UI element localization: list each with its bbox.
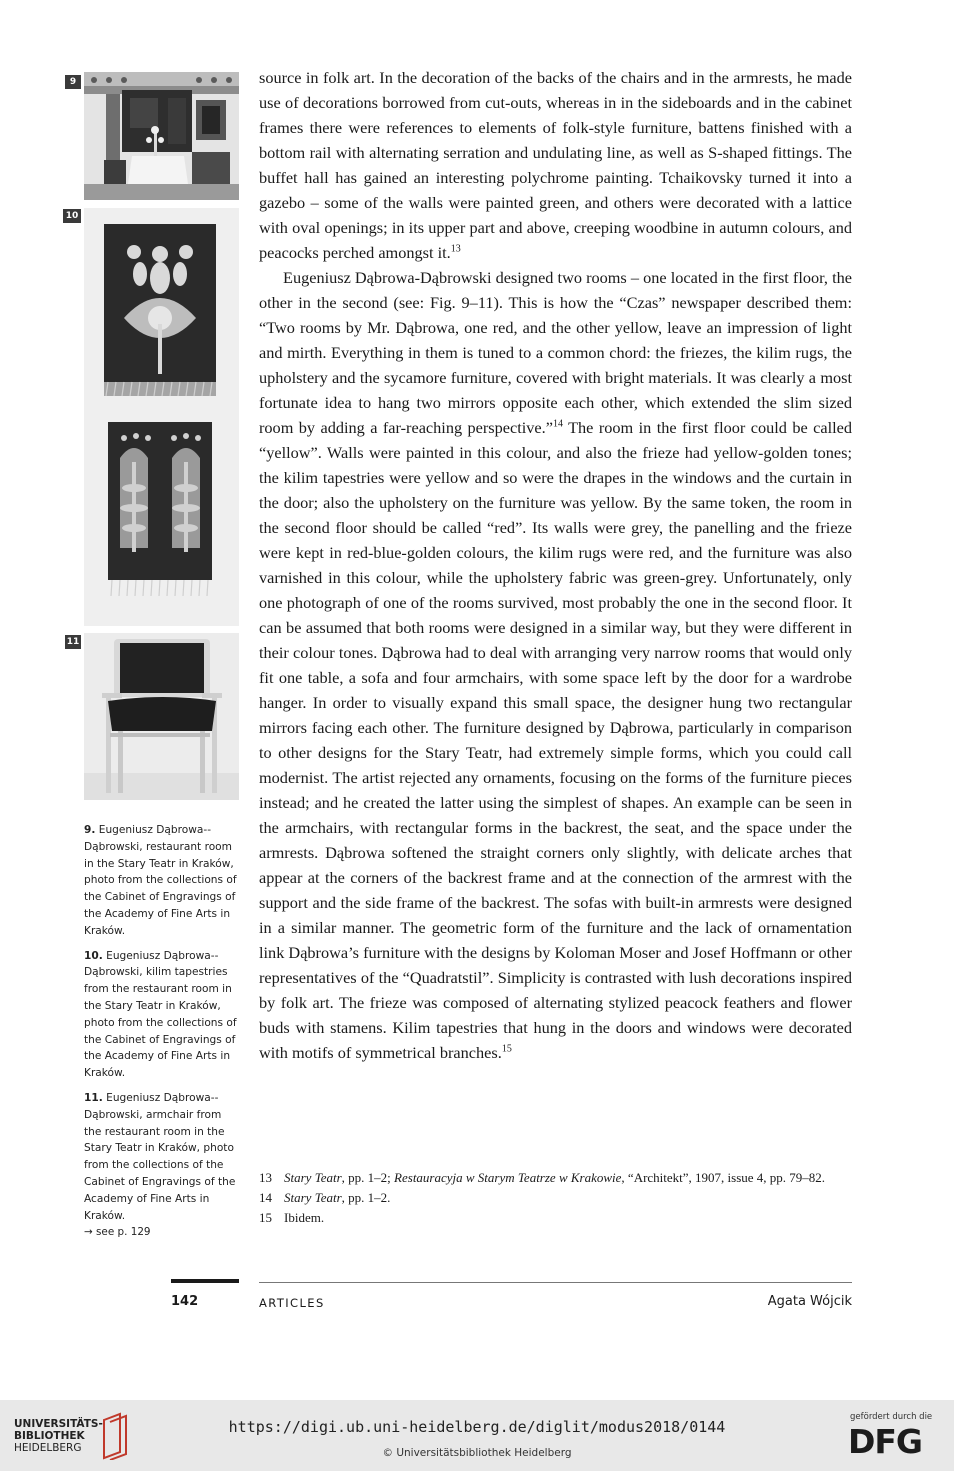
logo-line-3: HEIDELBERG	[14, 1442, 82, 1454]
footnote-13-pages: , pp. 1–2;	[341, 1170, 395, 1185]
article-body	[259, 65, 852, 1065]
caption-9-number: 9.	[84, 824, 96, 836]
armchair-illustration	[84, 633, 239, 800]
paragraph-2	[259, 265, 852, 1065]
figure-9-restaurant-room-photo	[84, 72, 239, 200]
dfg-logo[interactable]: DFG	[848, 1422, 923, 1461]
footnote-14	[259, 1188, 852, 1208]
figure-10-kilim-tapestries-photo	[84, 208, 239, 626]
footnote-13	[259, 1168, 852, 1188]
paragraph-1	[259, 65, 852, 265]
kilim-tapestries-illustration	[84, 208, 239, 626]
figure-captions	[84, 822, 242, 1249]
caption-10-text: Eugeniusz Dąbrowa--Dąbrowski, kilim tapestries from the restaurant room in the Stary Teatr in Kraków, photo from the collections of the Cabinet of Engravings of the Academy of Fine Arts in Kraków.	[84, 949, 237, 1080]
logo-line-2: BIBLIOTHEK	[14, 1430, 85, 1442]
caption-figure-9	[84, 822, 242, 940]
caption-11-number: 11.	[84, 1091, 103, 1104]
footnote-ref-15: 15	[501, 1043, 512, 1055]
funded-by-label: gefördert durch die	[850, 1412, 933, 1422]
footnote-14-pages: , pp. 1–2.	[341, 1190, 391, 1205]
footer-rule-thin	[259, 1282, 852, 1283]
footnote-ref-13: 13	[450, 243, 461, 255]
restaurant-room-illustration	[84, 72, 239, 200]
figure-9-number: 9	[65, 75, 81, 89]
logo-line-1: UNIVERSITÄTS-	[14, 1418, 103, 1430]
permalink-url[interactable]: https://digi.ub.uni-heidelberg.de/diglit/modus2018/0144	[228, 1418, 726, 1436]
footnote-14-text	[284, 1188, 852, 1208]
footnote-13-number: 13	[259, 1170, 272, 1185]
caption-10-number: 10.	[84, 949, 103, 962]
paragraph-2-text-a: Eugeniusz Dąbrowa-Dąbrowski designed two rooms – one located in the first floor, the other in the second (see: Fig. 9–11). This is how the “Czas” newspaper described them: “Two rooms by Mr. Dąbrowa, one red, and the other yellow, leave an impression of light and mirth. Everything in them is tuned to a common chord: the friezes, the kilim rugs, the upholstery and the sycamore furniture, covered with bright materials. It was clearly a most fortunate idea to hang two mirrors opposite each other, which extended the slim sized room by adding a far-reaching perspective.”	[259, 268, 852, 437]
footer-rule-thick	[171, 1279, 239, 1283]
figure-11-armchair-photo	[84, 633, 239, 800]
footnote-13-title-1: Stary Teatr	[284, 1170, 342, 1185]
footnote-13-source: , “Architekt”, 1907, issue 4, pp. 79–82.	[621, 1170, 826, 1185]
figure-10-number: 10	[63, 209, 81, 223]
footnote-ref-14: 14	[552, 418, 563, 430]
footnote-14-number: 14	[259, 1190, 272, 1205]
copyright-notice: © Universitätsbibliothek Heidelberg	[382, 1447, 572, 1459]
caption-11-text: Eugeniusz Dąbrowa--Dąbrowski, armchair from the restaurant room in the Stary Teatr in Kraków, photo from the collections of the Cabinet of Engravings of the Academy of Fine Arts in Kraków.	[84, 1091, 236, 1222]
see-page-reference: → see p. 129	[84, 1226, 151, 1239]
footnote-15-number: 15	[259, 1210, 272, 1225]
footnote-14-title: Stary Teatr	[284, 1190, 342, 1205]
figure-11-number: 11	[66, 637, 80, 647]
paragraph-1-text: source in folk art. In the decoration of the backs of the chairs and in the armrests, he made use of decorations borrowed from cut-outs, whereas in in the sideboards and in the cabinet frames there were references to elements of folk-style furniture, battens finished with a bottom rail with alternating serration and undulating line, as well as S-shaped fittings. The buffet hall has gained an interesting polychrome painting. Tchaikovsky turned it into a gazebo – some of the walls were painted green, and others were decorated with a lattice with oval openings; in its upper part and above, creeping woodbine in autumn colours, and peacocks perched amongst it.	[259, 68, 852, 262]
footnote-15	[259, 1208, 852, 1228]
footnote-13-title-2: Restauracyja w Starym Teatrze w Krakowie	[394, 1170, 622, 1185]
author-name: Agata Wójcik	[767, 1294, 852, 1309]
paragraph-2-text-b: The room in the first floor could be called “yellow”. Walls were painted in this colour, and also the frieze had yellow-golden tones; the kilim tapestries were yellow and so were the drapes in the windows and the curtain in the door; also the upholstery on the furniture was yellow. By the same token, the room in the second floor should be called “red”. Its walls were grey, the panelling and the frieze were kept in red-blue-golden colours, the kilim rugs were red, and the furniture was also varnished in this colour, while the upholstery fabric was green-grey. Unfortunately, only one photograph of one of the rooms survived, most probably the one in the second floor. It can be assumed that both rooms were designed in a similar way, but they were different in their colour tones. Dąbrowa had to deal with arranging very narrow rooms that would only fit one table, a sofa and four armchairs, with some space left by the door for a wardrobe hanger. In order to visually expand this small space, the designer hung two rectangular mirrors facing each other. The furniture designed by Dąbrowa, particularly in comparison to other designs for the Stary Teatr, had extremely simple forms, which you could call modernist. The artist rejected any ornaments, focusing on the forms of the furniture pieces instead; and he created the latter using the simplest of shapes. An example can be seen in the armchairs, with rectangular forms in the backrest, the seat, and the space under the armrests. Dąbrowa softened the straight corners only slightly, with delicate arches that appear at the corners of the backrest frame and at the connection of the armrest with the support and the side frame of the backrest. The sofas with built-in armrests were designed in a similar manner. The geometric form of the furniture and the lack of ornamentation link Dąbrowa’s furniture with the designs by Koloman Moser and Josef Hoffmann or other representatives of the “Quadratstil”. Simplicity is contrasted with lush decorations inspired by folk art. The frieze was composed of alternating stylized peacock feathers and flower buds with stamens. Kilim tapestries that hung in the doors and windows were decorated with motifs of symmetrical branches.	[259, 418, 852, 1062]
footnote-15-text: Ibidem.	[284, 1210, 325, 1225]
page-number: 142	[171, 1294, 199, 1309]
caption-9-text: Eugeniusz Dąbrowa--Dąbrowski, restaurant room in the Stary Teatr in Kraków, photo from the collections of the Cabinet of Engravings of the Academy of Fine Arts in Kraków.	[84, 824, 237, 937]
caption-figure-10	[84, 948, 242, 1082]
caption-figure-11	[84, 1090, 242, 1241]
footnote-13-text	[284, 1168, 852, 1188]
footnotes	[259, 1168, 852, 1228]
section-label: ARTICLES	[259, 1296, 325, 1310]
